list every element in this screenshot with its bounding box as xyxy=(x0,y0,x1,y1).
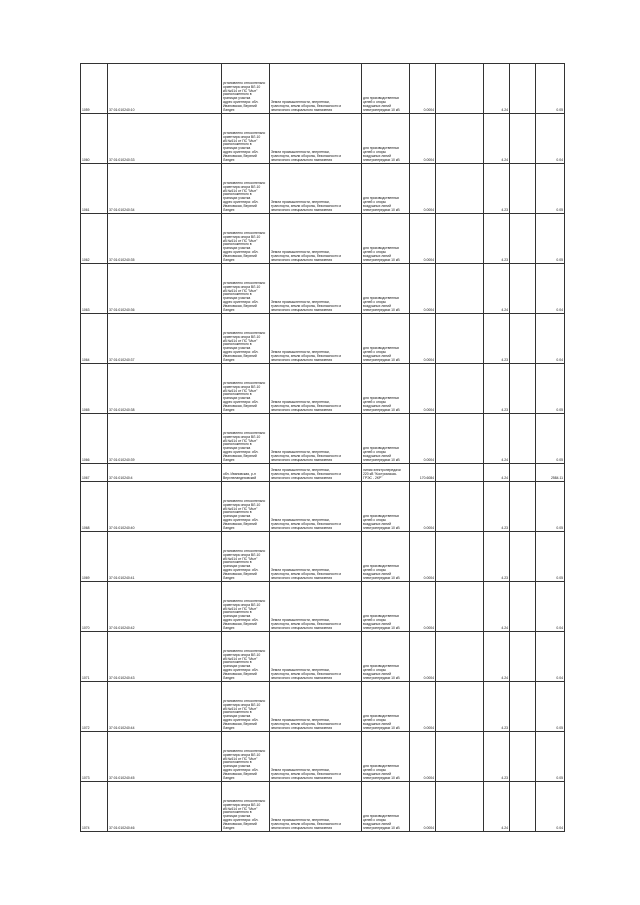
table-cell-addr: установлено относительно ориентира опора ВЛ-10 кВ №614 от ПС "Мыт" расположенного в границах участка адрес ориентира: обл. Ивановская, Верхний Ландех xyxy=(222,414,270,464)
table-body xyxy=(81,64,565,832)
table-cell-last: 0.05 xyxy=(536,214,565,264)
table-cell-area: 170.6084 xyxy=(410,464,436,482)
table-cell-cat: Земли промышленности, энергетики, транспорта, земли обороны, безопасности и земли иного специального назначения xyxy=(270,732,362,782)
table-cell-id: 1068 xyxy=(81,482,108,532)
table-cell-use: для производственных целей с опоры воздушных линий электропередачи 10 кВ xyxy=(362,782,410,832)
table-cell-empty xyxy=(510,214,536,264)
table-cell-empty xyxy=(436,582,484,632)
table-cell-id: 1065 xyxy=(81,364,108,414)
table-cell-area: 0.0004 xyxy=(410,732,436,782)
table-cell-last: 0.05 xyxy=(536,482,565,532)
table-cell-cad: 37:01:010240:40 xyxy=(108,482,222,532)
table-cell-empty xyxy=(510,582,536,632)
table-cell-last: 0.04 xyxy=(536,114,565,164)
table-row xyxy=(81,164,565,214)
table-row xyxy=(81,264,565,314)
table-cell-id: 1071 xyxy=(81,632,108,682)
table-cell-val: 4.23 xyxy=(484,164,510,214)
table-cell-addr: установлено относительно ориентира опора ВЛ-10 кВ №614 от ПС "Мыт" расположенного в границах участка адрес ориентира: обл. Ивановская, Верхний Ландех xyxy=(222,582,270,632)
table-cell-val: 4.24 xyxy=(484,264,510,314)
table-cell-cad: 37:01:010240:39 xyxy=(108,414,222,464)
table-cell-last: 0.05 xyxy=(536,64,565,114)
table-cell-cat: Земли промышленности, энергетики, транспорта, земли обороны, безопасности и земли иного специального назначения xyxy=(270,464,362,482)
table-cell-empty xyxy=(510,364,536,414)
table-cell-use: для производственных целей с опоры воздушных линий электропередачи 10 кВ xyxy=(362,532,410,582)
table-cell-addr: обл. Ивановская, р-н Верхнеландеховский xyxy=(222,464,270,482)
table-cell-id: 1066 xyxy=(81,414,108,464)
table-cell-last: 0.04 xyxy=(536,582,565,632)
table-cell-cad: 37:01:010240:41 xyxy=(108,532,222,582)
table-cell-last: 0.05 xyxy=(536,682,565,732)
table-cell-empty xyxy=(510,682,536,732)
table-cell-val: 4.24 xyxy=(484,582,510,632)
table-cell-area: 0.0004 xyxy=(410,682,436,732)
table-cell-empty xyxy=(436,414,484,464)
table-cell-cat: Земли промышленности, энергетики, транспорта, земли обороны, безопасности и земли иного специального назначения xyxy=(270,682,362,732)
table-cell-empty xyxy=(510,314,536,364)
table-cell-use: для производственных целей с опоры воздушных линий электропередачи 10 кВ xyxy=(362,582,410,632)
table-cell-empty xyxy=(510,782,536,832)
table-cell-cad: 37:01:010240:36 xyxy=(108,264,222,314)
table-row xyxy=(81,482,565,532)
table-cell-addr: установлено относительно ориентира опора ВЛ-10 кВ №614 от ПС "Мыт" расположенного в границах участка адрес ориентира: обл. Ивановская, Верхний Ландех xyxy=(222,164,270,214)
table-cell-use: для производственных целей с опоры воздушных линий электропередачи 10 кВ xyxy=(362,314,410,364)
table-cell-last: 0.05 xyxy=(536,532,565,582)
table-cell-cad: 37:01:010240:42 xyxy=(108,582,222,632)
table-row xyxy=(81,632,565,682)
table-cell-use: для производственных целей с опоры воздушных линий электропередачи 10 кВ xyxy=(362,64,410,114)
table-cell-cat: Земли промышленности, энергетики, транспорта, земли обороны, безопасности и земли иного специального назначения xyxy=(270,164,362,214)
table-cell-id: 1064 xyxy=(81,314,108,364)
table-cell-id: 1063 xyxy=(81,264,108,314)
table-row xyxy=(81,364,565,414)
table-row xyxy=(81,314,565,364)
table-cell-area: 0.0004 xyxy=(410,314,436,364)
table-cell-cat: Земли промышленности, энергетики, транспорта, земли обороны, безопасности и земли иного специального назначения xyxy=(270,64,362,114)
table-cell-id: 1061 xyxy=(81,164,108,214)
table-cell-empty xyxy=(510,264,536,314)
table-cell-empty xyxy=(510,414,536,464)
table-cell-cat: Земли промышленности, энергетики, транспорта, земли обороны, безопасности и земли иного специального назначения xyxy=(270,532,362,582)
table-cell-empty xyxy=(510,532,536,582)
table-cell-val: 4.24 xyxy=(484,632,510,682)
table-cell-empty xyxy=(436,782,484,832)
table-row xyxy=(81,682,565,732)
table-cell-id: 1067 xyxy=(81,464,108,482)
table-cell-use: для производственных целей с опоры воздушных линий электропередачи 10 кВ xyxy=(362,414,410,464)
table-cell-empty xyxy=(436,364,484,414)
table-row xyxy=(81,114,565,164)
table-cell-id: 1060 xyxy=(81,114,108,164)
table-cell-use: для производственных целей с опоры воздушных линий электропередачи 10 кВ xyxy=(362,682,410,732)
table-cell-addr: установлено относительно ориентира опора ВЛ-10 кВ №614 от ПС "Мыт" расположенного в границах участка адрес ориентира: обл. Ивановская, Верхний Ландех xyxy=(222,532,270,582)
table-cell-val: 4.24 xyxy=(484,414,510,464)
table-cell-area: 0.0004 xyxy=(410,482,436,532)
table-cell-empty xyxy=(510,482,536,532)
table-cell-addr: установлено относительно ориентира опора ВЛ-10 кВ №614 от ПС "Мыт" расположенного в границах участка адрес ориентира: обл. Ивановская, Верхний Ландех xyxy=(222,264,270,314)
table-cell-empty xyxy=(510,164,536,214)
table-cell-cad: 37:01:010240:44 xyxy=(108,682,222,732)
table-cell-use: для производственных целей с опоры воздушных линий электропередачи 10 кВ xyxy=(362,264,410,314)
table-row xyxy=(81,582,565,632)
table-cell-empty xyxy=(510,64,536,114)
table-cell-val: 4.24 xyxy=(484,64,510,114)
table-row xyxy=(81,214,565,264)
table-cell-use: для производственных целей с опоры воздушных линий электропередачи 10 кВ xyxy=(362,732,410,782)
table-cell-addr: установлено относительно ориентира опора ВЛ-10 кВ №614 от ПС "Мыт" расположенного в границах участка адрес ориентира: обл. Ивановская, Верхний Ландех xyxy=(222,632,270,682)
table-cell-empty xyxy=(510,632,536,682)
table-cell-area: 0.0004 xyxy=(410,364,436,414)
table-cell-empty xyxy=(436,314,484,364)
table-cell-use: для производственных целей с опоры воздушных линий электропередачи 10 кВ xyxy=(362,214,410,264)
table-cell-area: 0.0004 xyxy=(410,532,436,582)
table-cell-last: 0.05 xyxy=(536,364,565,414)
table-cell-empty xyxy=(436,64,484,114)
table-cell-cad: 37:01:010240:34 xyxy=(108,164,222,214)
table-cell-addr: установлено относительно ориентира опора ВЛ-10 кВ №614 от ПС "Мыт" расположенного в границах участка адрес ориентира: обл. Ивановская, Верхний Ландех xyxy=(222,364,270,414)
table-cell-empty xyxy=(436,532,484,582)
table-cell-use: для производственных целей с опоры воздушных линий электропередачи 10 кВ xyxy=(362,632,410,682)
table-cell-use: линия электропередачи 220 кВ "Костромская- ГРЭС - 2КР" xyxy=(362,464,410,482)
table-cell-addr: установлено относительно ориентира опора ВЛ-10 кВ №614 от ПС "Мыт" расположенного в границах участка адрес ориентира: обл. Ивановская, Верхний Ландех xyxy=(222,782,270,832)
table-cell-addr: установлено относительно ориентира опора ВЛ-10 кВ №614 от ПС "Мыт" расположенного в границах участка адрес ориентира: обл. Ивановская, Верхний Ландех xyxy=(222,214,270,264)
table-cell-empty xyxy=(436,732,484,782)
table-cell-last: 0.05 xyxy=(536,414,565,464)
table-cell-area: 0.0004 xyxy=(410,214,436,264)
table-cell-last: 0.05 xyxy=(536,164,565,214)
table-cell-cat: Земли промышленности, энергетики, транспорта, земли обороны, безопасности и земли иного специального назначения xyxy=(270,632,362,682)
table-cell-cad: 37:01:010240:46 xyxy=(108,782,222,832)
table-cell-area: 0.0004 xyxy=(410,632,436,682)
table-cell-addr: установлено относительно ориентира опора ВЛ-10 кВ №614 от ПС "Мыт" расположенного в границах участка адрес ориентира: обл. Ивановская, Верхний Ландех xyxy=(222,482,270,532)
table-cell-val: 4.23 xyxy=(484,682,510,732)
table-row xyxy=(81,732,565,782)
table-cell-empty xyxy=(436,264,484,314)
table-cell-cad: 37:01:010240:45 xyxy=(108,732,222,782)
table-cell-cat: Земли промышленности, энергетики, транспорта, земли обороны, безопасности и земли иного специального назначения xyxy=(270,364,362,414)
table-cell-cat: Земли промышленности, энергетики, транспорта, земли обороны, безопасности и земли иного специального назначения xyxy=(270,582,362,632)
table-cell-cat: Земли промышленности, энергетики, транспорта, земли обороны, безопасности и земли иного специального назначения xyxy=(270,482,362,532)
table-cell-id: 1074 xyxy=(81,782,108,832)
table-cell-last: 0.05 xyxy=(536,732,565,782)
table-cell-empty xyxy=(436,114,484,164)
table-cell-cad: 37:01:010240:35 xyxy=(108,214,222,264)
table-cell-area: 0.0004 xyxy=(410,782,436,832)
table-cell-val: 4.24 xyxy=(484,114,510,164)
table-cell-last: 0.04 xyxy=(536,782,565,832)
table-cell-use: для производственных целей с опоры воздушных линий электропередачи 10 кВ xyxy=(362,114,410,164)
table-cell-cat: Земли промышленности, энергетики, транспорта, земли обороны, безопасности и земли иного специального назначения xyxy=(270,414,362,464)
table-cell-empty xyxy=(436,464,484,482)
table-cell-use: для производственных целей с опоры воздушных линий электропередачи 10 кВ xyxy=(362,364,410,414)
table-cell-area: 0.0004 xyxy=(410,64,436,114)
table-cell-area: 0.0004 xyxy=(410,264,436,314)
table-cell-last: 0.04 xyxy=(536,314,565,364)
table-cell-id: 1073 xyxy=(81,732,108,782)
table-cell-empty xyxy=(436,164,484,214)
table-cell-empty xyxy=(510,114,536,164)
table-cell-empty xyxy=(436,482,484,532)
table-cell-last: 0.04 xyxy=(536,264,565,314)
table-cell-cat: Земли промышленности, энергетики, транспорта, земли обороны, безопасности и земли иного специального назначения xyxy=(270,314,362,364)
table-cell-area: 0.0004 xyxy=(410,414,436,464)
table-cell-addr: установлено относительно ориентира опора ВЛ-10 кВ №614 от ПС "Мыт" расположенного в границах участка адрес ориентира: обл. Ивановская, Верхний Ландех xyxy=(222,64,270,114)
table-cell-area: 0.0004 xyxy=(410,164,436,214)
table-cell-addr: установлено относительно ориентира опора ВЛ-10 кВ №614 от ПС "Мыт" расположенного в границах участка адрес ориентира: обл. Ивановская, Верхний Ландех xyxy=(222,732,270,782)
table-cell-val: 4.24 xyxy=(484,464,510,482)
table-cell-cad: 37:01:010240:33 xyxy=(108,114,222,164)
table-cell-cad: 37:01:010240:37 xyxy=(108,314,222,364)
table-row xyxy=(81,532,565,582)
table-cell-cat: Земли промышленности, энергетики, транспорта, земли обороны, безопасности и земли иного специального назначения xyxy=(270,114,362,164)
table-cell-cat: Земли промышленности, энергетики, транспорта, земли обороны, безопасности и земли иного специального назначения xyxy=(270,264,362,314)
table-cell-empty xyxy=(436,632,484,682)
land-plots-table xyxy=(80,63,565,832)
table-cell-cad: 37:01:010240:10 xyxy=(108,64,222,114)
table-cell-id: 1069 xyxy=(81,532,108,582)
table-cell-cad: 37:01:010240:4 xyxy=(108,464,222,482)
table-cell-empty xyxy=(510,732,536,782)
table-cell-val: 4.23 xyxy=(484,364,510,414)
table-row xyxy=(81,414,565,464)
table-cell-empty xyxy=(436,214,484,264)
table-cell-use: для производственных целей с опоры воздушных линий электропередачи 10 кВ xyxy=(362,164,410,214)
table-row xyxy=(81,782,565,832)
table-cell-cad: 37:01:010240:38 xyxy=(108,364,222,414)
table-cell-id: 1072 xyxy=(81,682,108,732)
table-cell-val: 4.23 xyxy=(484,314,510,364)
table-row xyxy=(81,464,565,482)
table-cell-area: 0.0004 xyxy=(410,114,436,164)
table-cell-val: 4.23 xyxy=(484,732,510,782)
table-cell-empty xyxy=(436,682,484,732)
table-cell-id: 1059 xyxy=(81,64,108,114)
table-cell-last: 0.04 xyxy=(536,632,565,682)
table-cell-val: 4.23 xyxy=(484,214,510,264)
table-cell-addr: установлено относительно ориентира опора ВЛ-10 кВ №614 от ПС "Мыт" расположенного в границах участка адрес ориентира: обл. Ивановская, Верхний Ландех xyxy=(222,114,270,164)
table-cell-addr: установлено относительно ориентира опора ВЛ-10 кВ №614 от ПС "Мыт" расположенного в границах участка адрес ориентира: обл. Ивановская, Верхний Ландех xyxy=(222,682,270,732)
table-cell-addr: установлено относительно ориентира опора ВЛ-10 кВ №614 от ПС "Мыт" расположенного в границах участка адрес ориентира: обл. Ивановская, Верхний Ландех xyxy=(222,314,270,364)
table-cell-cat: Земли промышленности, энергетики, транспорта, земли обороны, безопасности и земли иного специального назначения xyxy=(270,782,362,832)
table-cell-id: 1070 xyxy=(81,582,108,632)
table-cell-cat: Земли промышленности, энергетики, транспорта, земли обороны, безопасности и земли иного специального назначения xyxy=(270,214,362,264)
table-cell-use: для производственных целей с опоры воздушных линий электропередачи 10 кВ xyxy=(362,482,410,532)
table-row xyxy=(81,64,565,114)
table-cell-area: 0.0004 xyxy=(410,582,436,632)
table-cell-val: 4.24 xyxy=(484,782,510,832)
table-cell-empty xyxy=(510,464,536,482)
table-cell-last: 2584.11 xyxy=(536,464,565,482)
table-cell-cad: 37:01:010240:43 xyxy=(108,632,222,682)
table-cell-val: 4.23 xyxy=(484,482,510,532)
table-cell-id: 1062 xyxy=(81,214,108,264)
table-cell-val: 4.23 xyxy=(484,532,510,582)
